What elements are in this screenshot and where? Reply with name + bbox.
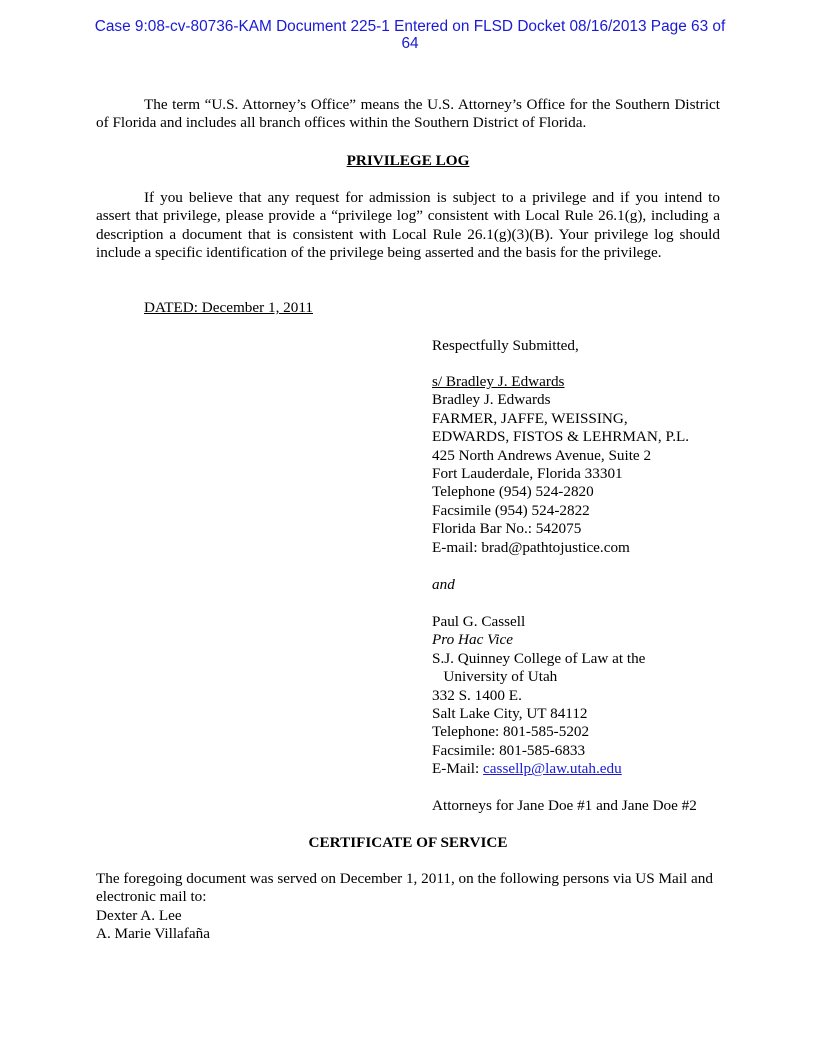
- recipient: Dexter A. Lee: [96, 906, 182, 924]
- docket-header-line1: Case 9:08-cv-80736-KAM Document 225-1 Entered on FLSD Docket 08/16/2013 Page 63 of: [94, 18, 726, 35]
- sig-line: Florida Bar No.: 542075: [432, 520, 582, 538]
- signature-block-cassell: [432, 613, 645, 779]
- docket-header: [40, 18, 780, 52]
- dated-line: DATED: December 1, 2011: [144, 299, 313, 316]
- email-link[interactable]: cassellp@law.utah.edu: [483, 760, 622, 778]
- sig-line: S.J. Quinney College of Law at the: [432, 649, 646, 667]
- sig-line: FARMER, JAFFE, WEISSING,: [432, 409, 628, 427]
- email-line: E-Mail: cassellp@law.utah.edu: [432, 760, 622, 778]
- sig-line: Bradley J. Edwards: [432, 391, 551, 409]
- closing-salutation: Respectfully Submitted,: [432, 337, 579, 354]
- sig-line: 332 S. 1400 E.: [432, 686, 522, 704]
- sig-line: Facsimile (954) 524-2822: [432, 501, 590, 519]
- certificate-body: [96, 870, 726, 944]
- sig-line: Telephone (954) 524-2820: [432, 483, 594, 501]
- sig-line: Salt Lake City, UT 84112: [432, 705, 588, 723]
- pro-hac-vice: Pro Hac Vice: [432, 631, 513, 649]
- sig-line: EDWARDS, FISTOS & LEHRMAN, P.L.: [432, 428, 690, 446]
- privilege-log-paragraph: If you believe that any request for admission is subject to a privilege and if you intend to assert that privilege, please provide a “privilege log” consistent with Local Rule 26.1(g), including a description a document that is consistent with Local Rule 26.1(g)(3)(B). Your privilege log should include a specific identification of the privilege being asserted and the basis for the privilege.: [96, 189, 720, 262]
- recipient: A. Marie Villafaña: [96, 925, 210, 943]
- sig-line: Paul G. Cassell: [432, 613, 526, 630]
- sig-line: Telephone: 801-585-5202: [432, 723, 590, 741]
- conjunction-and: and: [432, 576, 455, 593]
- electronic-signature: s/ Bradley J. Edwards: [432, 373, 565, 390]
- signature-block-edwards: [432, 373, 689, 557]
- certificate-heading: CERTIFICATE OF SERVICE: [308, 834, 508, 851]
- sig-line: University of Utah: [432, 668, 558, 686]
- certificate-paragraph: The foregoing document was served on December 1, 2011, on the following persons via US Mail and electronic mail to:: [96, 870, 713, 906]
- privilege-log-heading: PRIVILEGE LOG: [346, 152, 470, 169]
- docket-header-line2: 64: [401, 35, 419, 52]
- sig-line: 425 North Andrews Avenue, Suite 2: [432, 446, 652, 464]
- definition-paragraph: The term “U.S. Attorney’s Office” means the U.S. Attorney’s Office for the Southern District of Florida and includes all branch offices within the Southern District of Florida.: [96, 96, 720, 132]
- attorneys-for: Attorneys for Jane Doe #1 and Jane Doe #2: [432, 797, 697, 814]
- sig-line: E-mail: brad@pathtojustice.com: [432, 538, 630, 556]
- sig-line: Facsimile: 801-585-6833: [432, 741, 586, 759]
- sig-line: Fort Lauderdale, Florida 33301: [432, 465, 623, 483]
